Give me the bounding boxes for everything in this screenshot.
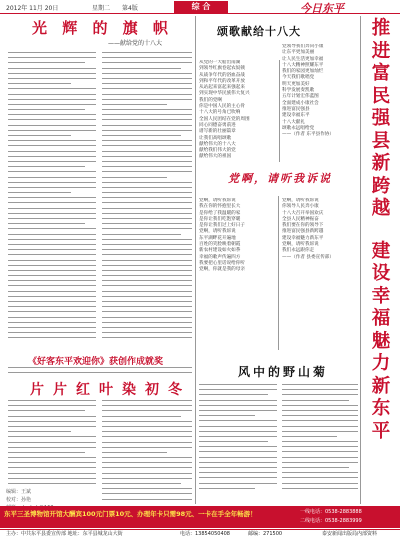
slogan-line: 建 设 幸 福 魅 力 新 东 平 <box>371 240 391 442</box>
article-body <box>102 400 192 504</box>
weekday: 星期二 <box>92 5 111 12</box>
poem-line: 让东平更加美丽 <box>282 50 315 56</box>
poem-line: 献给我们伟大的党 <box>199 148 236 154</box>
poem-line: 十八大召开举国欢庆 <box>282 210 324 216</box>
section-label: 综 合 <box>174 1 228 13</box>
poem-line: 全县人民精神振奋 <box>282 216 319 222</box>
poem-line: 建设幸福魅力新东平 <box>282 235 324 241</box>
poem-line: 你领导人民奔小康 <box>282 204 319 210</box>
poem-line: 到和平年代的改革开放 <box>199 78 245 84</box>
article-body <box>8 52 96 342</box>
poem-line: ——（作者 县委宣传部） <box>282 254 334 260</box>
poem-line: 献给伟大的祖国 <box>199 154 232 160</box>
poem-line: 我要把心里话说给你听 <box>199 260 245 266</box>
poem-line: 推进富民强县 <box>282 106 310 112</box>
article-title: 片片红叶染初冬 <box>30 382 191 398</box>
top-bar <box>0 0 400 14</box>
editor-name: 编辑：王斌 <box>6 489 32 495</box>
poem-line: 十八大的号角已吹响 <box>199 110 241 116</box>
poem-line: 科学发展奏凯歌 <box>282 88 315 94</box>
poem-line: 推进富民强县新跨越 <box>282 229 324 235</box>
poem-line: 明天更加美好 <box>282 81 310 87</box>
footer-phone: 电话：13854050408 <box>180 531 230 537</box>
poem-body <box>282 198 358 352</box>
poem-line: 党领导我们奔向小康 <box>282 44 324 49</box>
poem-title: 党啊，请听我诉说 <box>228 172 332 185</box>
poem-line: 我们的党啊 <box>199 97 222 103</box>
poem-line: 你是中国人民的主心骨 <box>199 104 245 110</box>
poem-line: 是你给了我温暖的家 <box>199 210 241 216</box>
poem-line: 我们的家园更加灿烂 <box>282 69 324 75</box>
article-body <box>8 367 192 379</box>
poem-line: ——（作者 东平县作协） <box>282 132 334 138</box>
article-body <box>8 400 96 484</box>
poem-body <box>199 60 277 164</box>
column-divider <box>360 16 361 504</box>
poem-line: 从党的一大船出南湖 <box>199 60 241 65</box>
poem-line: 党啊，你就是我的母亲 <box>199 267 245 273</box>
column-divider <box>195 16 196 504</box>
article-body <box>102 52 192 342</box>
slogan-line: 推 进 富 民 强 县 新 跨 越 <box>371 18 391 219</box>
poem-line: 十八大精神照耀东平 <box>282 62 324 68</box>
poem-line: 建设幸福东平 <box>282 113 310 119</box>
poem-line: 让人民生活更加幸福 <box>282 56 324 62</box>
article-title: 《好客东平欢迎你》获创作成就奖 <box>28 357 164 367</box>
poem-line: 到领导红旗卷起农奴戟 <box>199 66 245 72</box>
footer-postcode: 邮编：271500 <box>248 531 283 537</box>
poem-line: 颂歌永远唱给党 <box>282 125 315 131</box>
poem-line: 党啊，请听我诉说 <box>199 198 236 203</box>
ad-banner <box>0 506 400 528</box>
poem-line: 东平湖畔花开遍地 <box>199 235 236 241</box>
issue-date: 2012年 11月 20日 <box>6 5 59 12</box>
poem-line: 党啊，请听我诉说 <box>199 229 236 235</box>
poem-line: 让我们高唱颂歌 <box>199 135 232 141</box>
article-body <box>282 384 358 502</box>
footer-publisher: 主办：中共东平县委宣传部 地址：东平县城龙山大街 <box>6 531 123 537</box>
ad-text: 东平三圣博物馆开馆大酬宾100元门票10元、办理年卡只需98元、一卡在手全年畅游！ <box>4 510 257 518</box>
ad-phones <box>300 508 362 526</box>
poem-line: 我在你的怀抱里长大 <box>199 204 241 210</box>
poem-line: 献给伟大的十八大 <box>199 141 236 147</box>
proofreader-name: 校对：孙艳 <box>6 497 32 503</box>
edition-number: 第4版 <box>122 5 138 12</box>
article-title: 光 辉 的 旗 帜 <box>32 19 173 37</box>
poem-line: 幸福的歌声传遍四方 <box>199 254 241 260</box>
poem-line: 新农村建设如火如荼 <box>199 248 241 254</box>
column-divider <box>279 60 280 162</box>
column-divider <box>278 196 279 350</box>
article-title: 风中的野山菊 <box>238 365 329 379</box>
poem-body <box>199 198 277 350</box>
ad-phone-2: 二线电话：0538-2883999 <box>300 518 362 524</box>
poem-line: 是你让我们吃饱穿暖 <box>199 216 241 222</box>
poem-line: 五年计划宏伟蓝图 <box>282 94 319 100</box>
poem-line: 谱写新的壮丽篇章 <box>199 129 236 135</box>
ad-phone-1: 一线电话：0538-2883888 <box>300 509 362 515</box>
article-subtitle: ——献给党的十八大 <box>108 40 163 47</box>
poem-line: 十八大献礼 <box>282 119 305 125</box>
poem-body <box>282 44 358 164</box>
poem-line: 今天我们歌唱党 <box>282 75 315 81</box>
poem-title: 颂歌献给十八大 <box>217 25 301 38</box>
footer-permit: 泰安新闻出版局内部资料 <box>322 531 378 537</box>
poem-line: 从站起来富起来强起来 <box>199 85 245 91</box>
page-footer <box>0 529 400 539</box>
vertical-slogan <box>362 18 400 490</box>
poem-line: 百姓的笑脸映着朝霞 <box>199 242 241 248</box>
poem-line: 到实现中华民族伟大复兴 <box>199 91 250 97</box>
poem-line: 从战争年代的浴血奋战 <box>199 72 245 78</box>
poem-line: 我们要在你的领导下 <box>282 223 324 229</box>
article-body <box>199 384 277 502</box>
poem-line: 是你让我们过上好日子 <box>199 223 245 229</box>
poem-line: 党啊，请听我诉说 <box>282 242 319 248</box>
poem-line: 同心同德奋勇前进 <box>199 122 236 128</box>
poem-line: 全面建成小康社会 <box>282 100 319 106</box>
poem-line: 全国人民团结在党的周围 <box>199 116 250 122</box>
poem-line: 我们永远跟你走 <box>282 248 315 254</box>
poem-line: 党啊，请听我诉说 <box>282 198 319 203</box>
newspaper-masthead: 今日东平 <box>300 2 344 15</box>
